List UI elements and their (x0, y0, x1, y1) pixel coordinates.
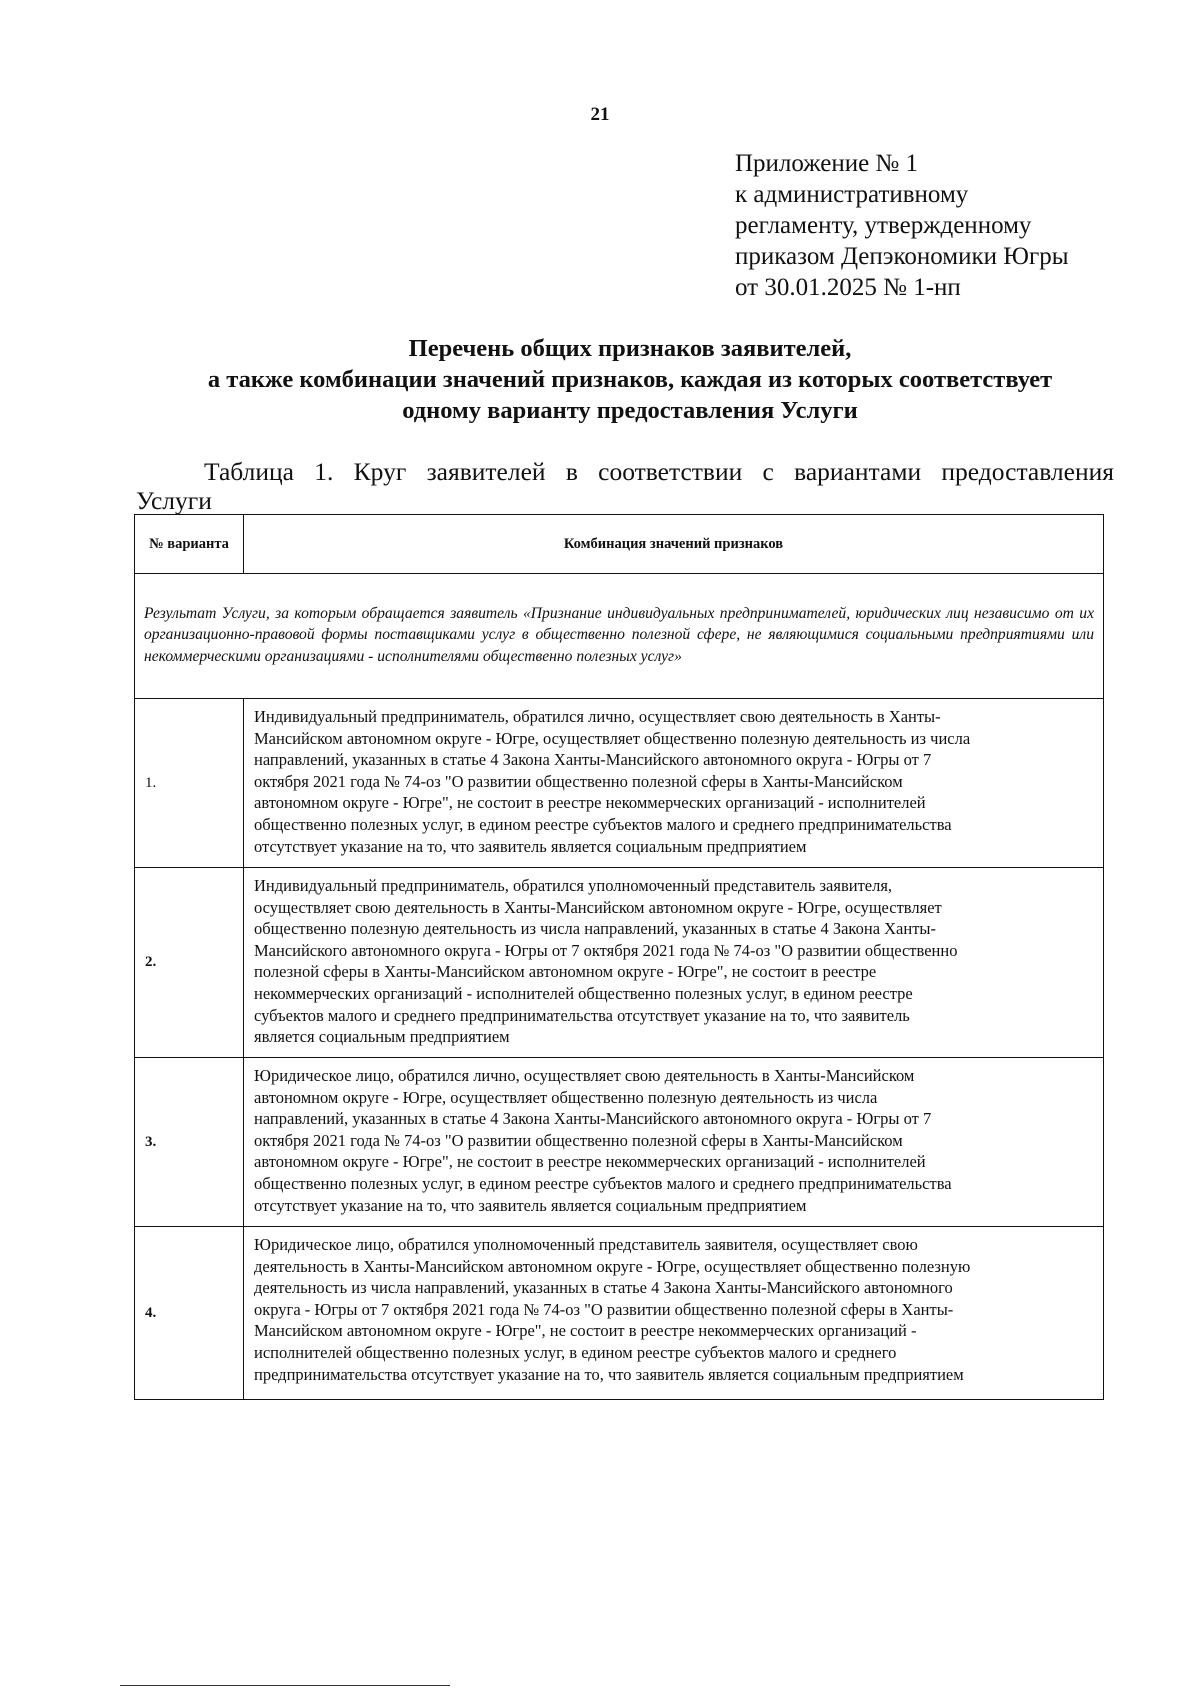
table-header-row (135, 515, 1104, 574)
description-line: октября 2021 года № 74-оз "О развитии общественно полезной сферы в Ханты-Мансийском (254, 1130, 903, 1150)
description-line: субъектов малого и среднего предпринимательства отсутствует указание на то, что заявитель (254, 1005, 910, 1025)
appendix-line: Приложение № 1 (735, 150, 919, 177)
description-line: деятельность в Ханты-Мансийском автономном округе - Югре, осуществляет общественно полезную (254, 1256, 971, 1276)
variant-number: 3. (135, 1058, 244, 1227)
description-line: автономном округе - Югре", не состоит в реестре некоммерческих организаций - исполнителей (254, 793, 926, 813)
description-line: полезной сферы в Ханты-Мансийском автономном округе - Югре", не состоит в реестре (254, 962, 877, 982)
description-line: Юридическое лицо, обратился лично, осуществляет свою деятельность в Ханты-Мансийском (254, 1066, 915, 1085)
description-line: Индивидуальный предприниматель, обратился уполномоченный представитель заявителя, (254, 876, 893, 895)
table-caption (136, 457, 1114, 515)
result-description: Результат Услуги, за которым обращается заявитель «Признание индивидуальных предпринимателей, юридических лиц независимо от их организационно-правовой формы поставщиками услуг в общественно полезной сфере, не являющимися социальными предприятиями или некоммерческими организациями - исполнителями общественно полезных услуг» (135, 574, 1104, 699)
description-line: Индивидуальный предприниматель, обратился лично, осуществляет свою деятельность в Ханты- (254, 707, 941, 726)
variants-table (134, 514, 1104, 1400)
variant-description (244, 1058, 1104, 1227)
table-row (135, 1227, 1104, 1400)
footer-rule (120, 1685, 450, 1686)
variant-description (244, 1227, 1104, 1400)
appendix-line: к административному (735, 181, 969, 208)
variant-number: 4. (135, 1227, 244, 1400)
description-line: октября 2021 года № 74-оз "О развитии общественно полезной сферы в Ханты-Мансийском (254, 771, 903, 791)
caption-line: Таблица 1. Круг заявителей в соответствии с вариантами предоставления (204, 457, 1114, 486)
title-line: Перечень общих признаков заявителей, (408, 335, 852, 362)
description-line: автономном округе - Югре", не состоит в реестре некоммерческих организаций - исполнителей (254, 1152, 926, 1172)
description-line: Мансийском автономном округе - Югре", не состоит в реестре некоммерческих организаций - (254, 1321, 917, 1341)
header-variant-number: № варианта (135, 515, 244, 574)
description-line: осуществляет свою деятельность в Ханты-Мансийском автономном округе - Югре, осуществляет (254, 897, 942, 917)
caption-line: Услуги (136, 486, 212, 515)
description-line: предпринимательства отсутствует указание на то, что заявитель является социальным предприятием (254, 1364, 964, 1384)
description-line: исполнителей общественно полезных услуг, в едином реестре субъектов малого и среднего (254, 1342, 897, 1362)
description-line: некоммерческих организаций - исполнителей общественно полезных услуг, в едином реестре (254, 983, 913, 1003)
appendix-line: приказом Депэкономики Югры (735, 243, 1069, 270)
title-line: одному варианту предоставления Услуги (402, 397, 858, 424)
table-row (135, 699, 1104, 868)
appendix-line: от 30.01.2025 № 1-нп (735, 274, 961, 301)
page-number: 21 (590, 104, 610, 125)
description-line: деятельность из числа направлений, указанных в статье 4 Закона Ханты-Мансийского автономного (254, 1278, 953, 1298)
description-line: является социальным предприятием (254, 1027, 510, 1047)
description-line: направлений, указанных в статье 4 Закона Ханты-Мансийского автономного округа - Югры от 7 (254, 750, 932, 770)
document-title (130, 333, 1130, 426)
description-line: автономном округе - Югре, осуществляет общественно полезную деятельность из числа (254, 1087, 878, 1107)
variant-description (244, 699, 1104, 868)
description-line: Мансийского автономного округа - Югры от 7 октября 2021 года № 74-оз "О развитии общественно (254, 940, 958, 960)
variant-description (244, 868, 1104, 1058)
description-line: округа - Югры от 7 октября 2021 года № 74-оз "О развитии общественно полезной сферы в Ханты- (254, 1299, 954, 1319)
table-row (135, 1058, 1104, 1227)
description-line: общественно полезную деятельность из числа направлений, указанных в статье 4 Закона Ханты- (254, 919, 937, 939)
result-row (135, 574, 1104, 699)
description-line: отсутствует указание на то, что заявитель является социальным предприятием (254, 836, 807, 856)
description-line: общественно полезных услуг, в едином реестре субъектов малого и среднего предпринимательства (254, 814, 952, 834)
description-line: общественно полезных услуг, в едином реестре субъектов малого и среднего предпринимательства (254, 1173, 952, 1193)
description-line: направлений, указанных в статье 4 Закона Ханты-Мансийского автономного округа - Югры от 7 (254, 1109, 932, 1129)
description-line: Юридическое лицо, обратился уполномоченный представитель заявителя, осуществляет свою (254, 1235, 918, 1254)
appendix-line: регламенту, утвержденному (735, 212, 1032, 239)
appendix-reference (735, 148, 1155, 303)
table-row (135, 868, 1104, 1058)
variant-number: 2. (135, 868, 244, 1058)
variant-number: 1. (135, 699, 244, 868)
description-line: отсутствует указание на то, что заявитель является социальным предприятием (254, 1195, 807, 1215)
title-line: а также комбинации значений признаков, каждая из которых соответствует (207, 366, 1053, 393)
description-line: Мансийском автономном округе - Югре, осуществляет общественно полезную деятельность из числа (254, 728, 971, 748)
header-combination: Комбинация значений признаков (244, 515, 1104, 574)
